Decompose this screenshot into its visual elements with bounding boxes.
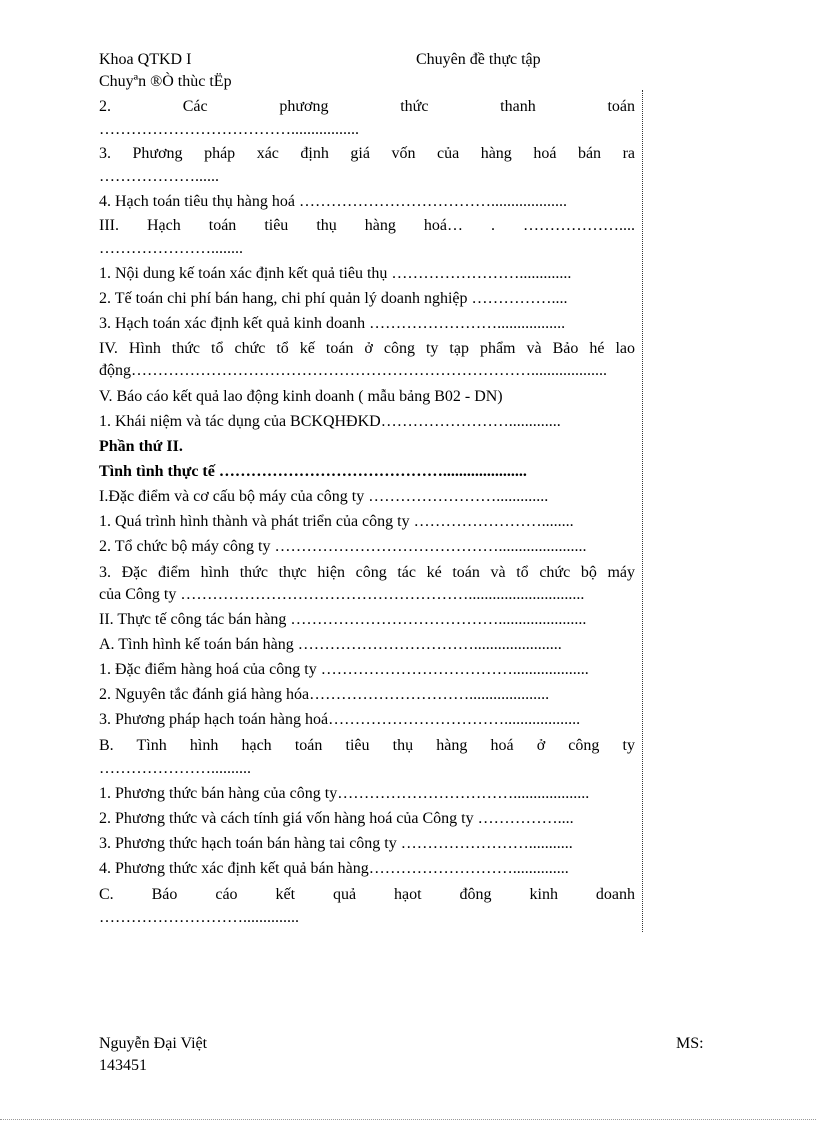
footer-author-name: Nguyễn Đại Việt: [99, 1035, 208, 1052]
toc-line: ………………………..............: [99, 909, 299, 926]
toc-line: 1. Quá trình hình thành và phát triển của công ty ……………………........: [99, 513, 574, 530]
toc-line: 3. Phương pháp hạch toán hàng hoá……………………………...................: [99, 711, 581, 728]
toc-line: ………………......: [99, 168, 219, 185]
page-bottom-dotted-rule: [0, 1119, 816, 1120]
toc-line: 3. Đặc điểm hình thức thực hiện công tác ké toán và tổ chức bộ máy: [99, 564, 635, 581]
toc-section-heading: Tình tình thực tế …………………………………….....................: [99, 463, 527, 480]
toc-line: …………………........: [99, 240, 243, 257]
toc-line: 4. Hạch toán tiêu thụ hàng hoá ………………………………...................: [99, 193, 567, 210]
toc-line: 1. Phương thức bán hàng của công ty……………………………...................: [99, 785, 590, 802]
toc-line: V. Báo cáo kết quả lao động kinh doanh ( mẫu bảng B02 - DN): [99, 388, 503, 405]
toc-line: 2. Các phương thức thanh toán: [99, 98, 635, 115]
footer-student-id-label: MS:: [676, 1035, 704, 1052]
toc-line: ……………………………….................: [99, 121, 359, 138]
margin-dotted-rule: [642, 90, 643, 932]
footer-student-id-number: 143451: [99, 1057, 147, 1074]
toc-line: 3. Phương thức hạch toán bán hàng tai công ty ……………………...........: [99, 835, 573, 852]
toc-line: 1. Khái niệm và tác dụng của BCKQHĐKD…………………….............: [99, 413, 561, 430]
toc-line: …………………..........: [99, 760, 251, 777]
toc-line: 3. Phương pháp xác định giá vốn của hàng hoá bán ra: [99, 145, 635, 162]
toc-line: 2. Phương thức và cách tính giá vốn hàng hoá của Công ty ……………....: [99, 810, 574, 827]
toc-line: 4. Phương thức xác định kết quả bán hàng………………………..............: [99, 860, 569, 877]
toc-line: của Công ty ……………………………………………….............................: [99, 586, 585, 603]
toc-line: động…………………………………………………………………...................: [99, 362, 607, 379]
toc-line: 1. Nội dung kế toán xác định kết quả tiêu thụ …………………….............: [99, 265, 572, 282]
toc-line: I.Đặc điểm và cơ cấu bộ máy của công ty …………………….............: [99, 488, 549, 505]
toc-line: 1. Đặc điểm hàng hoá của công ty ………………………………...................: [99, 661, 589, 678]
toc-line: 2. Nguyên tắc đánh giá hàng hóa…………………………....................: [99, 686, 550, 703]
toc-line: 3. Hạch toán xác định kết quả kinh doanh …………………….................: [99, 315, 566, 332]
toc-line: II. Thực tế công tác bán hàng …………………………………......................: [99, 611, 587, 628]
toc-line: A. Tình hình kế toán bán hàng ……………………………......................: [99, 636, 562, 653]
toc-line: C. Báo cáo kết quả hạot đông kinh doanh: [99, 886, 635, 903]
toc-section-heading: Phần thứ II.: [99, 438, 183, 455]
toc-line: IV. Hình thức tổ chức tổ kế toán ở công ty tạp phẩm và Bảo hé lao: [99, 340, 635, 357]
header-report-title: Chuyên đề thực tập: [416, 51, 541, 68]
header-faculty: Khoa QTKD I: [99, 51, 192, 68]
toc-line: B. Tình hình hạch toán tiêu thụ hàng hoá ở công ty: [99, 737, 635, 754]
toc-line: 2. Tổ chức bộ máy công ty ……………………………………......................: [99, 538, 587, 555]
header-report-title-legacy-encoding: Chuyªn ®Ò thùc tËp: [99, 73, 232, 90]
toc-line: 2. Tế toán chi phí bán hang, chi phí quản lý doanh nghiệp ……………....: [99, 290, 568, 307]
toc-line: III. Hạch toán tiêu thụ hàng hoá… . ………………....: [99, 217, 635, 234]
